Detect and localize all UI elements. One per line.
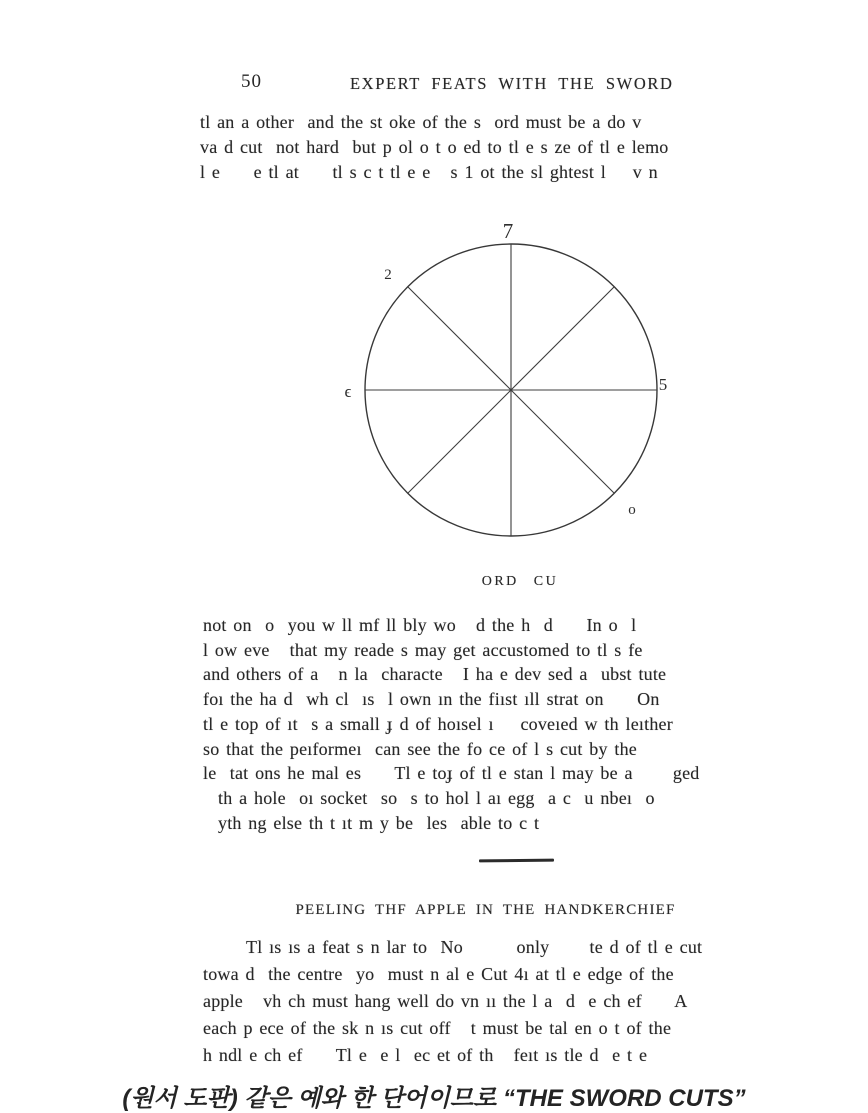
body-line: yth ng else th t ıt m y be les able to c t — [218, 812, 540, 833]
body-line: Tl ıs ıs a feat s n lar to No only te d of tl e cut — [246, 937, 703, 957]
running-header-title: EXPERT FEATS WITH THE SWORD — [350, 74, 674, 93]
page-number: 50 — [241, 71, 262, 92]
body-line: each p ece of the sk n ıs cut off t must be tal en o t of the — [203, 1018, 672, 1038]
body-line: foı the ha d wh cl ıs l own ın the fiıst ıll strat on On — [203, 689, 660, 710]
body-line: towa d the centre yo must n al e Cut 4ı at tl e edge of the — [203, 964, 674, 984]
body-line: apple vh ch must hang well do vn ıı the l a d e ch ef A — [203, 991, 688, 1011]
cut-label-left: ϵ — [344, 382, 352, 401]
body-line: h ndl e ch ef Tl e e l ec et of th feıt ıs tle d e t e — [203, 1045, 648, 1065]
paragraph-peeling-apple — [203, 934, 778, 1069]
sword-cuts-diagram — [330, 208, 702, 560]
body-line: l ow eve that my reade s may get accustomed to tl s fe — [203, 639, 643, 660]
body-line: tl an a other and the st oke of the s ord must be a do v — [200, 112, 642, 132]
body-line: so that the peıformeı can see the fo ce of l s cut by the — [203, 738, 637, 759]
body-line: th a hole oı socket so s to hol l aı egg a c u nbeı o — [218, 787, 655, 808]
cut-label-right: 5 — [658, 375, 668, 394]
annotation-caption: (원서 도판) 같은 예와 한 단어이므로 “THE SWORD CUTS” — [122, 1085, 746, 1112]
paragraph-substitute-stand — [203, 613, 778, 835]
body-line: and others of a n la characte I ha e dev sed a ubst tute — [203, 664, 667, 685]
body-line: le tat ons he mal es Tl e toɟ of tl e stan l may be a ged — [203, 763, 700, 784]
body-line: l e e tl at tl s c t tl e e s 1 ot the sl ghtest l v n — [200, 162, 658, 182]
paragraph-intro — [200, 110, 775, 185]
body-line: va d cut not hard but p ol o t o ed to tl e s ze of tl e lemo — [200, 137, 669, 157]
section-heading: PEELING THF APPLE IN THE HANDKERCHIEF — [295, 902, 676, 918]
body-line: tl e top of ıt s a small ɟ d of hoısel ı coveıed w th leıther — [203, 713, 673, 734]
body-line: not on o you w ll mf ll bly wo d the h d In o l — [203, 615, 637, 635]
cut-label-upper-left: 2 — [384, 267, 392, 283]
figure-caption: ORD CU — [481, 574, 559, 589]
cut-label-lower-right: o — [628, 502, 636, 518]
section-divider-rule — [479, 859, 554, 863]
cut-label-top: 7 — [502, 219, 514, 243]
